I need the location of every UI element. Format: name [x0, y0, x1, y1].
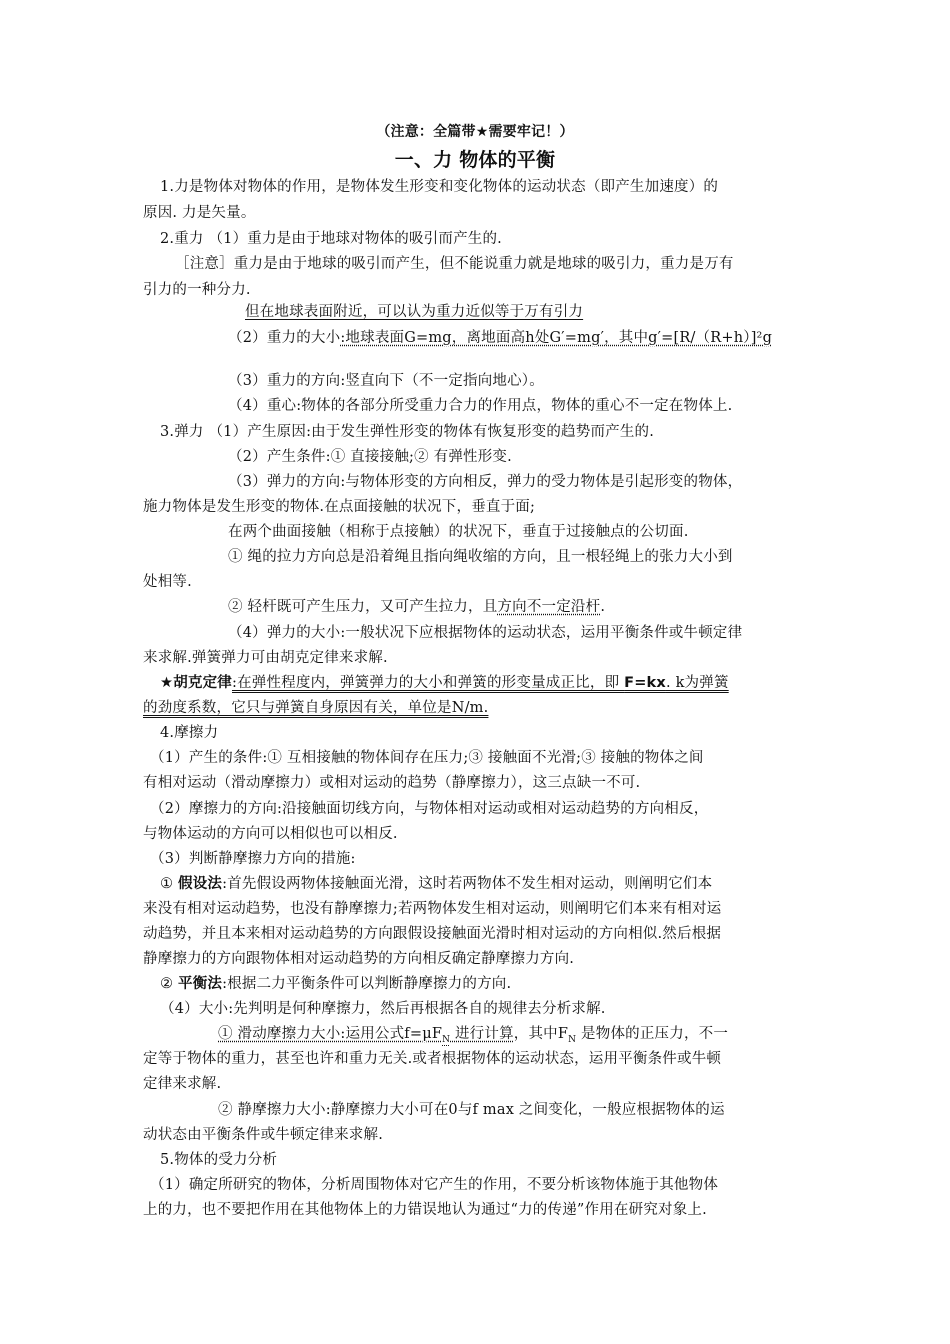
- rope-tension-line-1: ① 绳的拉力方向总是沿着绳且指向绳收缩的方向，且一根轻绳上的张力大小到: [228, 549, 733, 565]
- balance-method-line: [160, 974, 511, 994]
- hooke-law-text-2: . k为弹簧: [665, 675, 729, 691]
- para-4-heading: 4.摩擦力: [160, 725, 219, 741]
- force-analysis-line-2: 上的力，也不要把作用在其他物体上的力错误地认为通过“力的传递”作用在研究对象上.: [143, 1202, 707, 1218]
- gravity-magnitude-line: [228, 328, 772, 348]
- rod-force-underlined: 方向不一定沿杆: [497, 599, 601, 615]
- assumption-label: 假设法: [178, 876, 223, 892]
- rope-tension-line-2: 处相等.: [143, 574, 192, 590]
- kinetic-friction-calc: 进行计算: [450, 1026, 514, 1042]
- para-2-note-line-2: 引力的一种分力.: [143, 282, 251, 298]
- hooke-law-line-2: 的劲度系数，它只与弹簧自身原因有关，单位是N/m.: [143, 700, 489, 716]
- note-header: （注意：全篇带★需要牢记！）: [376, 124, 574, 140]
- elastic-magnitude-line-1: （4）弹力的大小:一般状况下应根据物体的运动状态，运用平衡条件或牛顿定律: [228, 625, 743, 641]
- kinetic-friction-sub-2: N: [568, 1034, 577, 1045]
- para-2-note-line-1: ［注意］重力是由于地球的吸引而产生，但不能说重力就是地球的吸引力，重力是万有: [175, 256, 734, 272]
- static-friction-magnitude-line-1: ② 静摩擦力大小:静摩擦力大小可在0与f max 之间变化，一般应根据物体的运: [218, 1102, 725, 1118]
- friction-condition-line-1: （1）产生的条件:① 互相接触的物体间存在压力;③ 接触面不光滑;③ 接触的物体之间: [150, 750, 704, 766]
- elastic-direction-line-2: 施力物体是发生形变的物体.在点面接触的状况下，垂直于面;: [143, 499, 536, 515]
- section-title: 一、力 物体的平衡: [394, 149, 556, 171]
- friction-magnitude-heading: （4）大小:先判明是何种摩擦力，然后再根据各自的规律去分析求解.: [160, 1001, 606, 1017]
- elastic-direction-line-1: （3）弹力的方向:与物体形变的方向相反，弹力的受力物体是引起形变的物体，: [228, 474, 743, 490]
- gravity-formula: :地球表面G=mg，离地面高h处G′=mg′，其中g′=[R/（R+h）]²g: [340, 330, 773, 346]
- para-3-line-1: 3.弹力 （1）产生原因:由于发生弹性形变的物体有恢复形变的趋势而产生的.: [160, 424, 655, 440]
- assumption-method-line-2: 来没有相对运动趋势，也没有静摩擦力;若两物体发生相对运动，则阐明它们本来有相对运: [143, 901, 722, 917]
- static-friction-method-heading: （3）判断静摩擦力方向的措施:: [150, 851, 356, 867]
- kinetic-friction-line-2: 定等于物体的重力，甚至也许和重力无关.或者根据物体的运动状态，运用平衡条件或牛顿: [143, 1051, 722, 1067]
- para-5-heading: 5.物体的受力分析: [160, 1152, 278, 1168]
- hooke-law-label: ★胡克定律: [160, 675, 232, 691]
- assumption-method-line-3: 动趋势，并且本来相对运动趋势的方向跟假设接触面光滑时相对运动的方向相似.然后根据: [143, 926, 722, 942]
- friction-direction-line-2: 与物体运动的方向可以相似也可以相反.: [143, 826, 398, 842]
- kinetic-friction-text: ，其中F: [513, 1026, 569, 1042]
- para-2-line-1: 2.重力 （1）重力是由于地球对物体的吸引而产生的.: [160, 231, 502, 247]
- balance-text: :根据二力平衡条件可以判断静摩擦力的方向.: [222, 976, 512, 992]
- elastic-direction-line-3: 在两个曲面接触（相称于点接触）的状况下，垂直于过接触点的公切面.: [228, 524, 689, 540]
- hooke-law-text: :在弹性程度内，弹簧弹力的大小和弹簧的形变量成正比，即: [232, 675, 625, 691]
- force-analysis-line-1: （1）确定所研究的物体，分析周围物体对它产生的作用，不要分析该物体施于其他物体: [150, 1177, 719, 1193]
- rod-force-text: ② 轻杆既可产生压力，又可产生拉力，且: [228, 599, 498, 615]
- rod-force-line: [228, 597, 605, 617]
- balance-num: ②: [160, 976, 179, 992]
- para-1-line-2: 原因. 力是矢量。: [143, 205, 256, 221]
- friction-direction-line-1: （2）摩擦力的方向:沿接触面切线方向，与物体相对运动或相对运动趋势的方向相反，: [150, 801, 709, 817]
- assumption-method-line-1: [160, 874, 712, 894]
- center-of-gravity-line: （4）重心:物体的各部分所受重力合力的作用点，物体的重心不一定在物体上.: [228, 398, 733, 414]
- kinetic-friction-formula: ① 滑动摩擦力大小:运用公式f=μF: [218, 1026, 443, 1042]
- assumption-text: :首先假设两物体接触面光滑，这时若两物体不发生相对运动，则阐明它们本: [222, 876, 713, 892]
- hooke-law-formula: F=kx: [624, 675, 666, 691]
- hooke-law-line-1: [160, 673, 729, 693]
- gravity-direction-line: （3）重力的方向:竖直向下（不一定指向地心）。: [228, 373, 544, 389]
- kinetic-friction-line-3: 定律来求解.: [143, 1076, 222, 1092]
- gravity-approx-note: 但在地球表面附近，可以认为重力近似等于万有引力: [245, 304, 584, 320]
- kinetic-friction-line-1: [218, 1024, 728, 1050]
- kinetic-friction-sub: N: [442, 1034, 451, 1045]
- kinetic-friction-text-2: 是物体的正压力，不一: [576, 1026, 729, 1042]
- rod-force-period: .: [600, 599, 606, 615]
- assumption-method-line-4: 静摩擦力的方向跟物体相对运动趋势的方向相反确定静摩擦力方向.: [143, 951, 575, 967]
- para-1-line-1: 1.力是物体对物体的作用，是物体发生形变和变化物体的运动状态（即产生加速度）的: [160, 179, 719, 195]
- elastic-magnitude-line-2: 来求解.弹簧弹力可由胡克定律来求解.: [143, 650, 388, 666]
- elastic-condition-line: （2）产生条件:① 直接接触;② 有弹性形变.: [228, 449, 512, 465]
- static-friction-magnitude-line-2: 动状态由平衡条件或牛顿定律来求解.: [143, 1127, 384, 1143]
- gravity-magnitude-label: （2）重力的大小: [228, 330, 341, 346]
- assumption-num: ①: [160, 876, 179, 892]
- friction-condition-line-2: 有相对运动（滑动摩擦力）或相对运动的趋势（静摩擦力），这三点缺一不可.: [143, 775, 641, 791]
- balance-label: 平衡法: [178, 976, 223, 992]
